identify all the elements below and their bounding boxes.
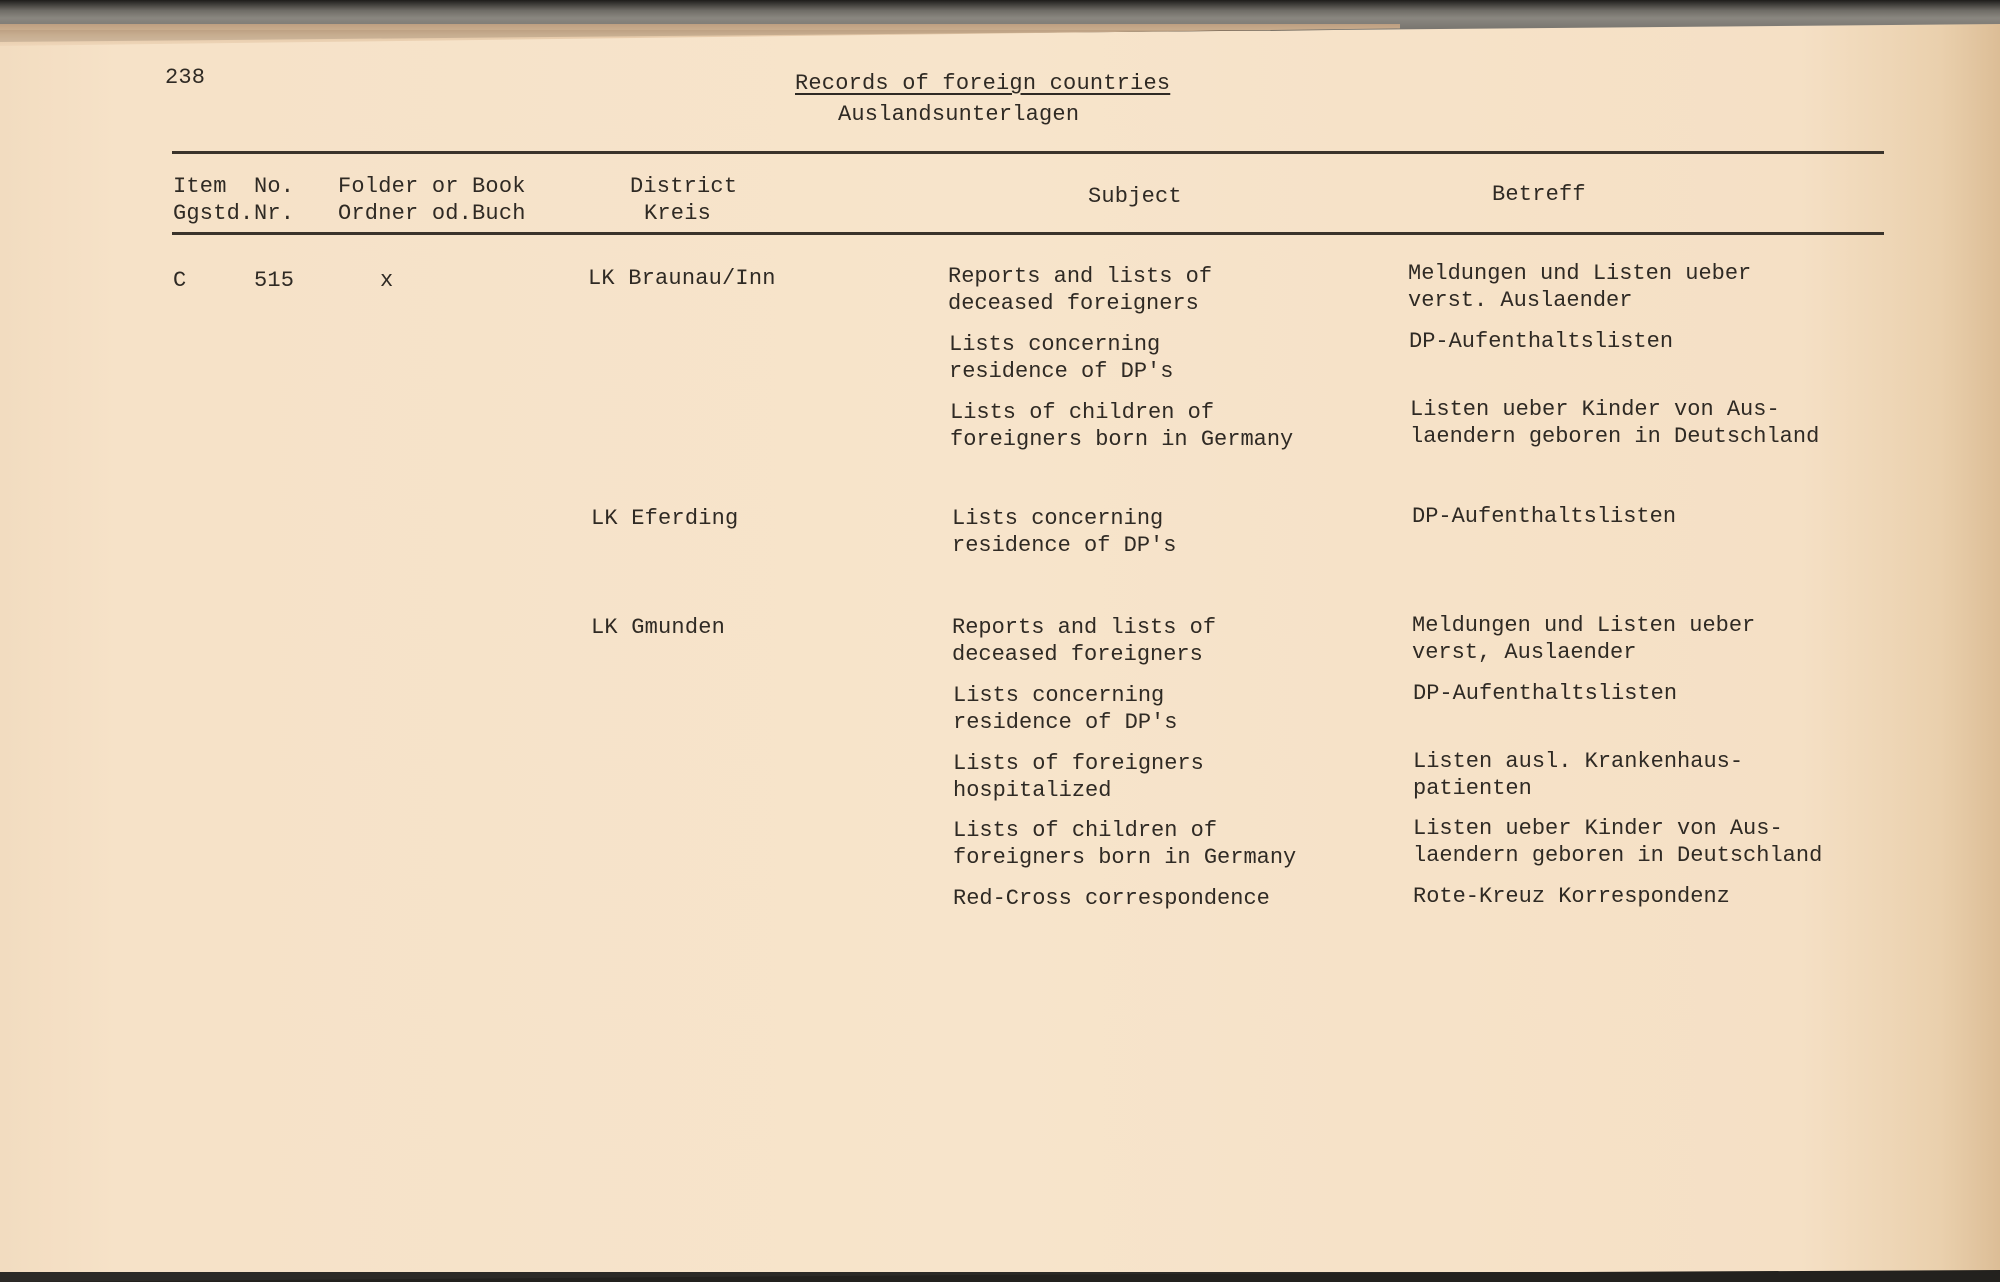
page-title: Records of foreign countries — [795, 71, 1171, 96]
betreff-cell: Meldungen und Listen ueber verst, Auslaender — [1412, 613, 1756, 665]
table-header-top-rule — [172, 151, 1884, 154]
subject-cell: Lists concerning residence of DP's — [949, 332, 1174, 384]
header-item: Item — [173, 174, 227, 199]
header-betreff: Betreff — [1492, 182, 1586, 207]
header-number: No. — [254, 174, 295, 199]
page-number: 238 — [165, 65, 206, 90]
district-braunau: LK Braunau/Inn — [588, 266, 776, 291]
betreff-cell: DP-Aufenthaltslisten — [1412, 504, 1677, 529]
header-folder-de: Ordner od.Buch — [338, 201, 526, 226]
header-subject: Subject — [1088, 184, 1182, 209]
subject-cell: Lists concerning residence of DP's — [953, 683, 1178, 735]
subject-cell: Lists concerning residence of DP's — [952, 506, 1177, 558]
number-cell: 515 — [254, 268, 295, 293]
subject-cell: Lists of children of foreigners born in Germany — [950, 400, 1294, 452]
header-district-de: Kreis — [644, 201, 712, 226]
betreff-cell: DP-Aufenthaltslisten — [1409, 329, 1674, 354]
district-gmunden: LK Gmunden — [591, 615, 726, 640]
table-header-bottom-rule — [172, 232, 1884, 235]
subject-cell: Reports and lists of deceased foreigners — [948, 264, 1213, 316]
header-district: District — [630, 174, 738, 199]
subject-cell: Lists of foreigners hospitalized — [953, 751, 1204, 803]
item-cell: C — [173, 268, 187, 293]
betreff-cell: Rote-Kreuz Korrespondenz — [1413, 884, 1730, 909]
district-eferding: LK Eferding — [591, 506, 739, 531]
folder-mark-cell: x — [380, 268, 394, 293]
header-item-de: Ggstd. — [173, 201, 254, 226]
subject-cell: Reports and lists of deceased foreigners — [952, 615, 1217, 667]
header-number-de: Nr. — [254, 201, 295, 226]
betreff-cell: DP-Aufenthaltslisten — [1413, 681, 1678, 706]
subject-cell: Red-Cross correspondence — [953, 886, 1270, 911]
betreff-cell: Listen ueber Kinder von Aus- laendern geboren in Deutschland — [1413, 816, 1823, 868]
betreff-cell: Meldungen und Listen ueber verst. Auslaender — [1408, 261, 1752, 313]
betreff-cell: Listen ueber Kinder von Aus- laendern geboren in Deutschland — [1410, 397, 1820, 449]
page-subtitle: Auslandsunterlagen — [838, 102, 1080, 127]
betreff-cell: Listen ausl. Krankenhaus- patienten — [1413, 749, 1744, 801]
header-folder: Folder or Book — [338, 174, 526, 199]
subject-cell: Lists of children of foreigners born in Germany — [953, 818, 1297, 870]
